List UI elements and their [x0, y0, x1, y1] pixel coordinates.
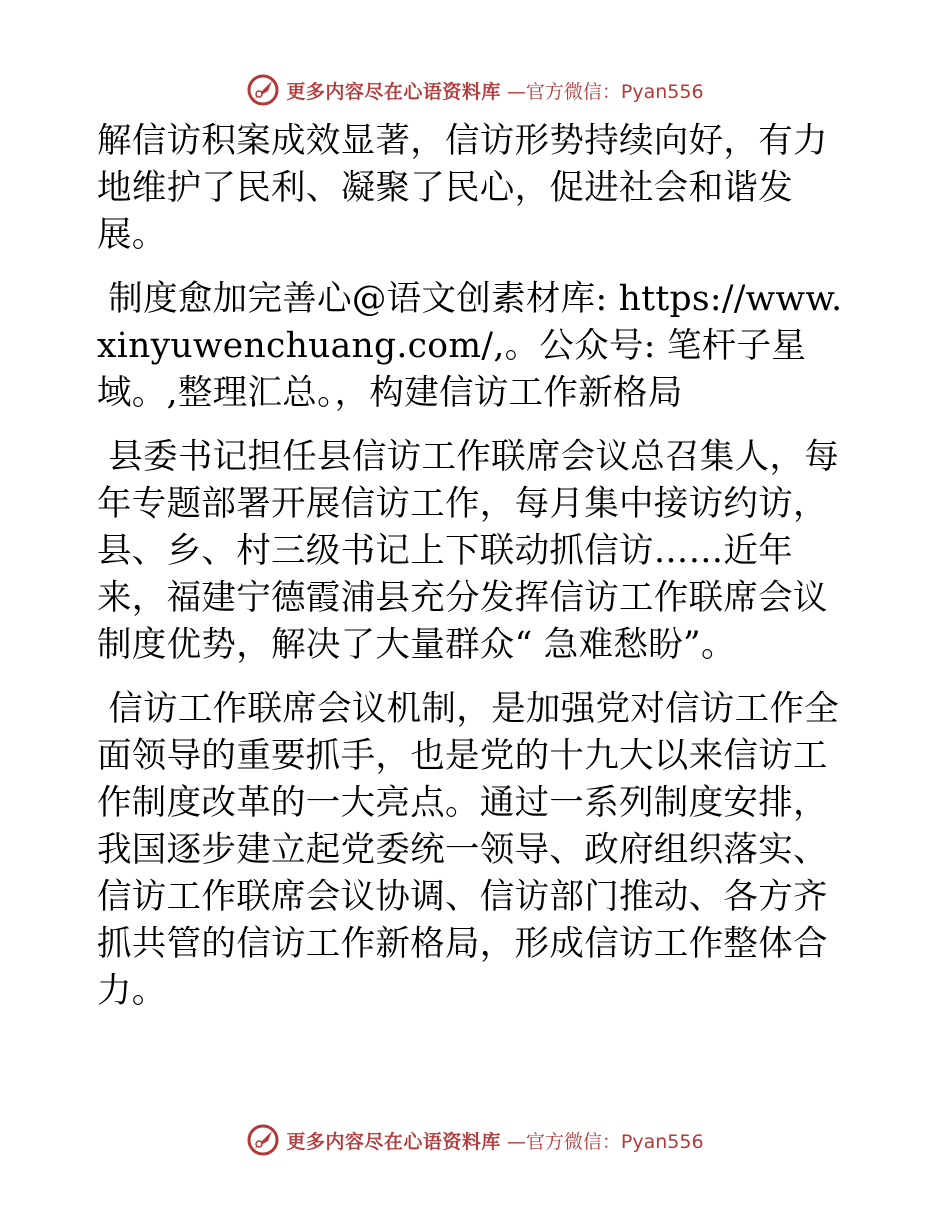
quill-logo-icon	[246, 1123, 280, 1157]
watermark-brand: 更多内容尽在心语资料库	[286, 80, 501, 103]
paragraph: 信访工作联席会议机制，是加强党对信访工作全面领导的重要抓手，也是党的十九大以来信访工作制度改革的一大亮点。通过一系列制度安排，我国逐步建立起党委统一领导、政府组织落实、信访工作联席会议协调、信访部门推动、各方齐抓共管的信访工作新格局，形成信访工作整体合力。	[97, 689, 840, 1011]
paragraph: 制度愈加完善心@语文创素材库: https://www.xinyuwenchuang.com/,。公众号: 笔杆子星域。,整理汇总。，构建信访工作新格局	[97, 279, 843, 413]
footer-watermark	[0, 1120, 950, 1160]
paragraph: 县委书记担任县信访工作联席会议总召集人，每年专题部署开展信访工作，每月集中接访约访，县、乡、村三级书记上下联动抓信访……近年来，福建宁德霞浦县充分发挥信访工作联席会议制度优势，解决了大量群众“ 急难愁盼”。	[97, 437, 840, 665]
paragraph: 解信访积案成效显著，信访形势持续向好，有力地维护了民利、凝聚了民心，促进社会和谐发展。	[97, 121, 828, 255]
watermark-brand: 更多内容尽在心语资料库	[286, 1130, 501, 1153]
quill-logo-icon	[246, 73, 280, 107]
header-watermark	[0, 70, 950, 110]
watermark-contact: —官方微信：Pyan556	[506, 80, 704, 103]
watermark-contact: —官方微信：Pyan556	[506, 1130, 704, 1153]
document-body	[97, 118, 857, 1015]
